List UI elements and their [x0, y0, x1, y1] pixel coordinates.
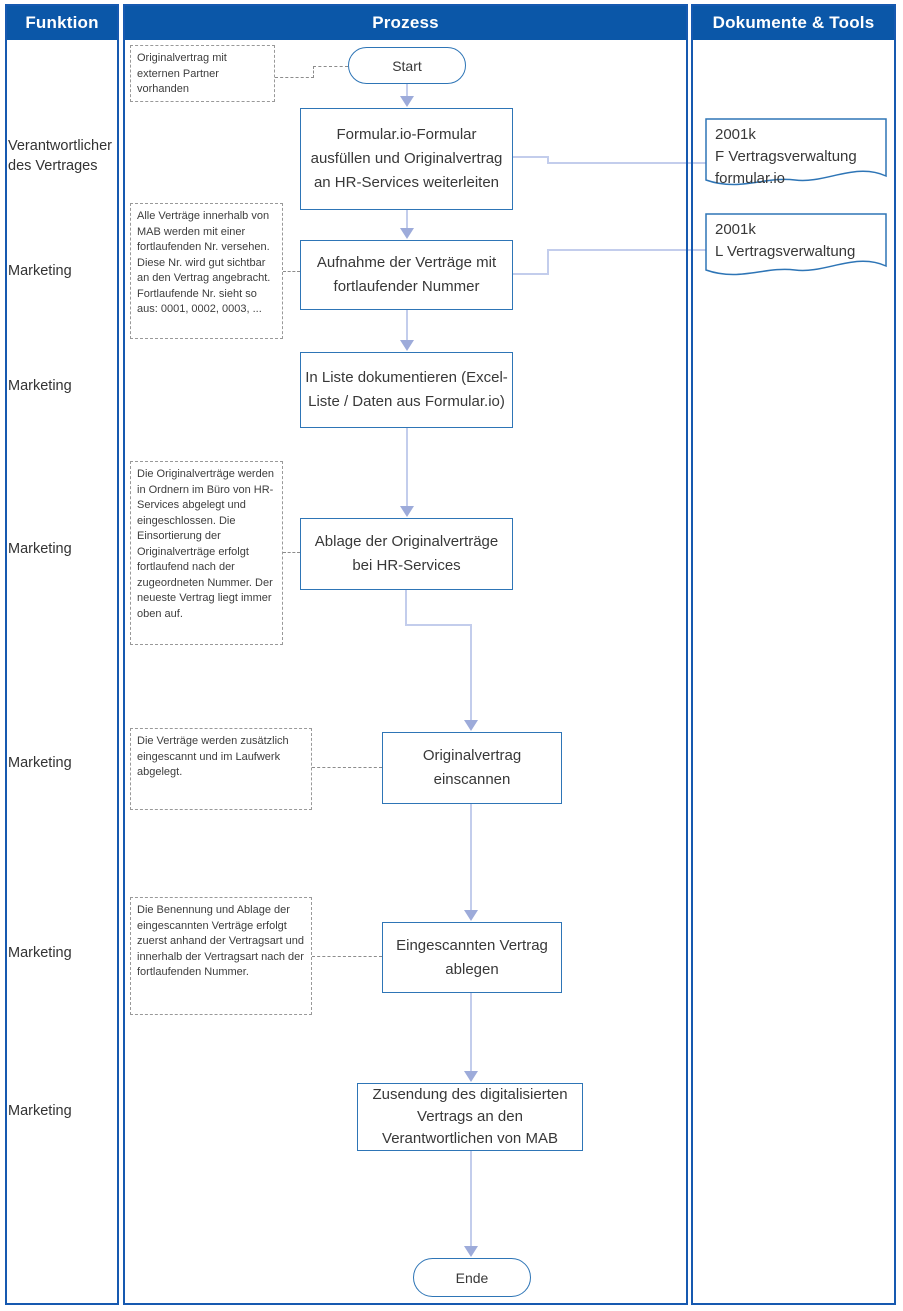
process-step-originalvertrag-einscannen: Originalvertrag einscannen [382, 732, 562, 804]
function-label-marketing-4: Marketing [8, 755, 72, 771]
column-header-dokumente-tools-label: Dokumente & Tools [712, 13, 875, 32]
start-terminator [348, 47, 466, 84]
document-line: 2001k [715, 126, 756, 143]
column-header-prozess-label: Prozess [372, 13, 439, 32]
process-step-formular-ausfuellen: Formular.io-Formular ausfüllen und Originalvertrag an HR-Services weiterleiten [300, 108, 513, 210]
column-header-prozess [125, 6, 686, 40]
function-label-marketing-1: Marketing [8, 263, 72, 279]
process-step-ablage-originalvertraege: Ablage der Originalverträge bei HR-Services [300, 518, 513, 590]
document-line: formular.io [715, 170, 786, 187]
document-2001k-l-vertragsverwaltung [705, 213, 887, 290]
annotation-zusaetzlich-eingescannt: Die Verträge werden zusätzlich eingescannt und im Laufwerk abgelegt. [130, 728, 312, 810]
document-line: L Vertragsverwaltung [715, 243, 856, 260]
column-header-dokumente-tools [693, 6, 894, 40]
process-step-zusendung-digitalisierter-vertrag: Zusendung des digitalisierten Vertrags an den Verantwortlichen von MAB [357, 1083, 583, 1151]
annotation-benennung-ablage: Die Benennung und Ablage der eingescannten Verträge erfolgt zuerst anhand der Vertragsart und innerhalb der Vertragsart nach der fortlaufenden Nummer. [130, 897, 312, 1015]
function-label-verantwortlicher: Verantwortlicher des Vertrages [8, 138, 112, 174]
document-line: F Vertragsverwaltung [715, 148, 857, 165]
annotation-ablage-ordner: Die Originalverträge werden in Ordnern im Büro von HR-Services abgelegt und eingeschlossen. Die Einsortierung der Originalverträge erfolgt fortlaufend nach der zugeordneten Nummer. Der neueste Vertrag liegt immer oben auf. [130, 461, 283, 645]
column-header-funktion-label: Funktion [25, 13, 99, 32]
function-label-marketing-3: Marketing [8, 541, 72, 557]
column-header-funktion [7, 6, 117, 40]
document-line: 2001k [715, 221, 756, 238]
function-label-marketing-5: Marketing [8, 945, 72, 961]
end-terminator [413, 1258, 531, 1297]
annotation-fortlaufende-nummer: Alle Verträge innerhalb von MAB werden mit einer fortlaufenden Nr. versehen. Diese Nr. wird gut sichtbar an den Vertrag angebracht. Fortlaufende Nr. sieht so aus: 0001, 0002, 0003, ... [130, 203, 283, 339]
start-label: Start [392, 57, 422, 74]
end-label: Ende [455, 1269, 489, 1286]
function-label-marketing-6: Marketing [8, 1103, 72, 1119]
document-text [715, 219, 855, 263]
process-step-aufnahme-vertraege: Aufnahme der Verträge mit fortlaufender Nummer [300, 240, 513, 310]
document-text [715, 124, 857, 190]
process-step-in-liste-dokumentieren: In Liste dokumentieren (Excel-Liste / Daten aus Formular.io) [300, 352, 513, 428]
function-label-marketing-2: Marketing [8, 378, 72, 394]
process-step-eingescannten-vertrag-ablegen: Eingescannten Vertrag ablegen [382, 922, 562, 993]
document-2001k-f-vertragsverwaltung [705, 118, 887, 200]
annotation-originalvertrag-vorhanden: Originalvertrag mit externen Partner vorhanden [130, 45, 275, 102]
